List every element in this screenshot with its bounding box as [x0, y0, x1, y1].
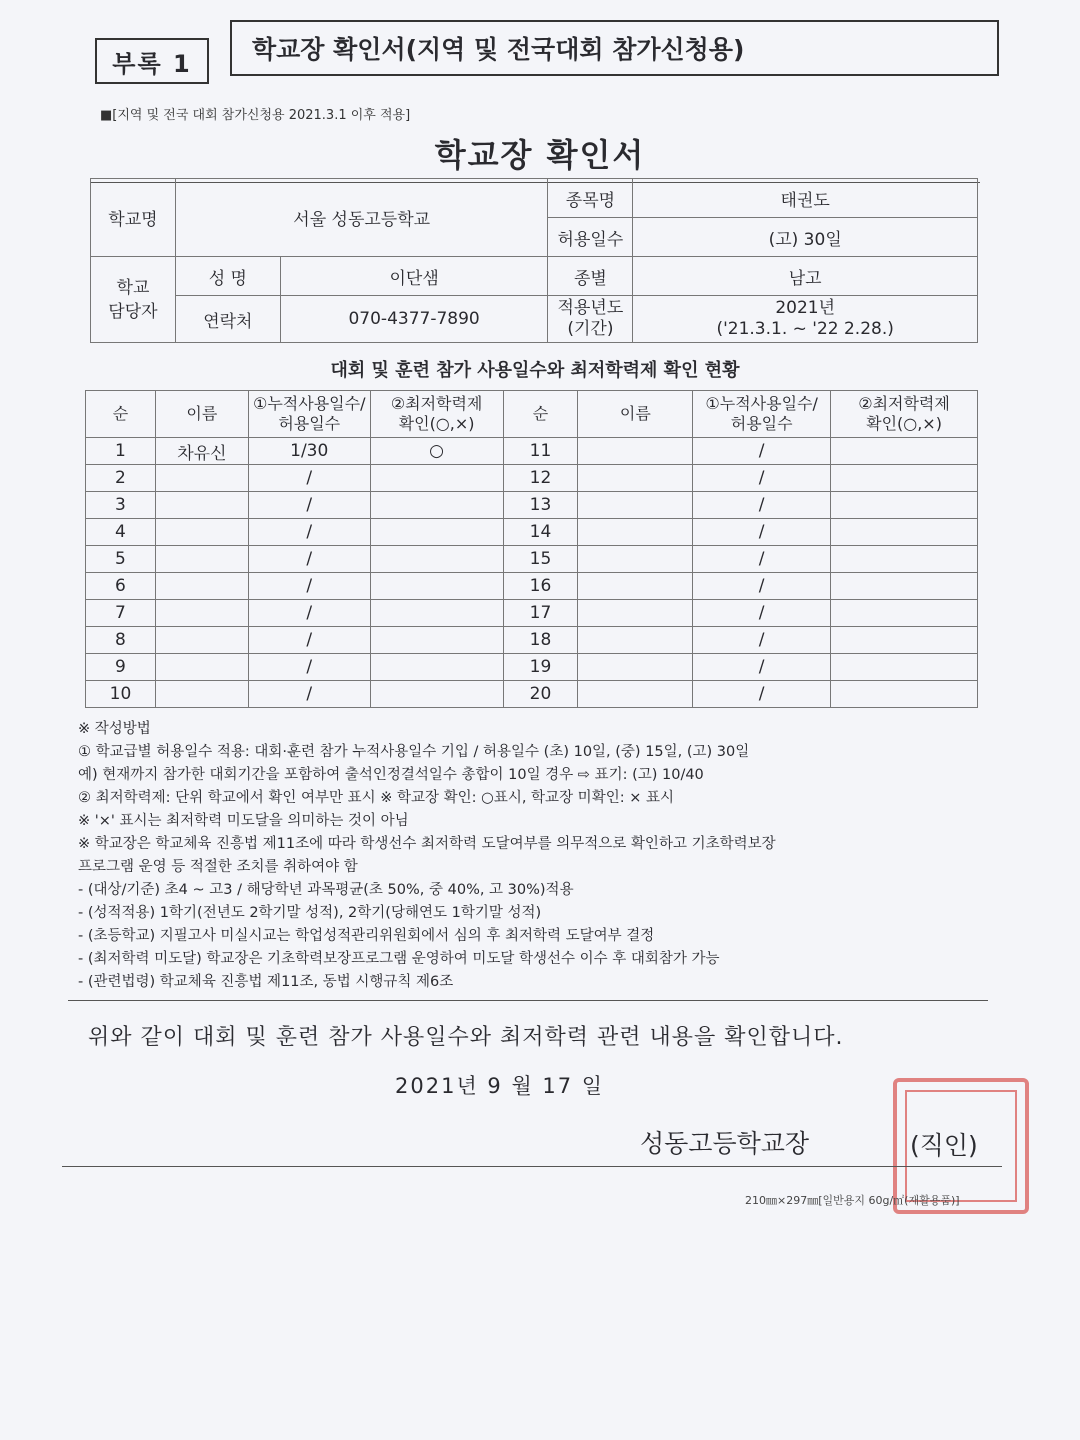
allowed-days-label: 허용일수: [548, 218, 633, 257]
col-no-left: 순: [86, 391, 156, 438]
notes-line: - (관련법령) 학교체육 진흥법 제11조, 동법 시행규칙 제6조: [78, 974, 454, 990]
row-number-cell: 2: [86, 465, 156, 492]
notes-line: ② 최저학력제: 단위 학교에서 확인 여부만 표시 ※ 학교장 확인: ○표시, 학교장 미확인: × 표시: [78, 790, 674, 806]
category-value: 남고: [633, 257, 978, 296]
min-grade-check-cell: [370, 492, 503, 519]
used-days-cell: /: [248, 654, 370, 681]
athlete-name-cell: [155, 519, 248, 546]
min-grade-check-cell: [831, 465, 978, 492]
sport-value: 태권도: [633, 179, 978, 218]
year-value-line1: 2021년: [775, 298, 836, 318]
used-days-cell: /: [693, 438, 831, 465]
min-grade-check-cell: [370, 654, 503, 681]
table-row: [86, 519, 978, 546]
notes-line: - (초등학교) 지필고사 미실시교는 학업성적관리위원회에서 심의 후 최저학력 도달여부 결정: [78, 928, 655, 944]
used-days-cell: 1/30: [248, 438, 370, 465]
status-section-title: 대회 및 훈련 참가 사용일수와 최저학력제 확인 현황: [330, 360, 740, 381]
table-row: [86, 465, 978, 492]
row-number-cell: 16: [503, 573, 578, 600]
col-name-right: 이름: [578, 391, 693, 438]
athlete-name-cell: [155, 465, 248, 492]
row-number-cell: 11: [503, 438, 578, 465]
used-days-cell: /: [693, 519, 831, 546]
name-value: 이단샘: [280, 257, 548, 296]
row-number-cell: 3: [86, 492, 156, 519]
row-number-cell: 14: [503, 519, 578, 546]
used-days-cell: /: [248, 573, 370, 600]
min-grade-check-cell: [831, 600, 978, 627]
row-number-cell: 7: [86, 600, 156, 627]
row-number-cell: 4: [86, 519, 156, 546]
category-label: 종별: [548, 257, 633, 296]
row-number-cell: 20: [503, 681, 578, 708]
min-grade-check-cell: [831, 492, 978, 519]
notes-heading: ※ 작성방법: [78, 721, 151, 737]
table-row: [86, 546, 978, 573]
min-grade-check-cell: [370, 465, 503, 492]
row-number-cell: 6: [86, 573, 156, 600]
athlete-name-cell: [578, 465, 693, 492]
min-grade-check-cell: [831, 681, 978, 708]
notes-line: - (대상/기준) 초4 ~ 고3 / 해당학년 과목평균(초 50%, 중 40%, 고 30%)적용: [78, 882, 574, 898]
used-days-cell: /: [248, 519, 370, 546]
col-days-right: [693, 391, 831, 438]
col-check-right: [831, 391, 978, 438]
applied-note: ■[지역 및 전국 대회 참가신청용 2021.3.1 이후 적용]: [100, 108, 411, 123]
used-days-cell: /: [693, 492, 831, 519]
athlete-name-cell: [578, 519, 693, 546]
col-days-right-line1: ①누적사용일수/: [705, 394, 818, 413]
used-days-cell: /: [248, 681, 370, 708]
athlete-name-cell: [155, 546, 248, 573]
name-label: 성 명: [175, 257, 280, 296]
min-grade-check-cell: [370, 546, 503, 573]
contact-label: 연락처: [175, 296, 280, 343]
row-number-cell: 18: [503, 627, 578, 654]
row-number-cell: 15: [503, 546, 578, 573]
row-number-cell: 13: [503, 492, 578, 519]
signature-date: 2021년 9 월 17 일: [395, 1074, 605, 1098]
min-grade-check-cell: [370, 600, 503, 627]
used-days-cell: /: [693, 627, 831, 654]
writing-instructions: [78, 718, 978, 994]
row-number-cell: 17: [503, 600, 578, 627]
year-value: [633, 296, 978, 343]
status-body: [86, 438, 978, 708]
closing-statement: 위와 같이 대회 및 훈련 참가 사용일수와 최저학력 관련 내용을 확인합니다.: [88, 1025, 844, 1050]
contact-value: 070-4377-7890: [280, 296, 548, 343]
athlete-name-cell: [578, 573, 693, 600]
table-row: [86, 627, 978, 654]
row-number-cell: 19: [503, 654, 578, 681]
row-number-cell: 8: [86, 627, 156, 654]
col-days-left-line2: 허용일수: [278, 414, 341, 433]
used-days-cell: /: [693, 465, 831, 492]
info-table: [90, 178, 978, 343]
used-days-cell: /: [248, 546, 370, 573]
row-number-cell: 9: [86, 654, 156, 681]
notes-line: 프로그램 운영 등 적절한 조치를 취하여야 함: [78, 859, 358, 875]
year-label: [548, 296, 633, 343]
athlete-name-cell: [578, 600, 693, 627]
used-days-cell: /: [693, 600, 831, 627]
min-grade-check-cell: [831, 573, 978, 600]
document-title-box: 학교장 확인서(지역 및 전국대회 참가신청용): [230, 20, 999, 76]
divider: [62, 1166, 1002, 1167]
athlete-name-cell: [155, 681, 248, 708]
table-row: [86, 600, 978, 627]
col-check-left-line1: ②최저학력제: [390, 394, 483, 413]
notes-line: ① 학교급별 허용일수 적용: 대회·훈련 참가 누적사용일수 기입 / 허용일수 (초) 10일, (중) 15일, (고) 30일: [78, 744, 750, 760]
status-header-row: [86, 391, 978, 438]
form-title: 학교장 확인서: [434, 136, 646, 174]
notes-line: - (성적적용) 1학기(전년도 2학기말 성적), 2학기(당해연도 1학기말 성적): [78, 905, 542, 921]
min-grade-check-cell: [831, 519, 978, 546]
used-days-cell: /: [248, 465, 370, 492]
athlete-name-cell: [578, 492, 693, 519]
min-grade-check-cell: [831, 546, 978, 573]
col-check-right-line2: 확인(○,×): [866, 414, 942, 433]
row-number-cell: 5: [86, 546, 156, 573]
table-row: [86, 573, 978, 600]
row-number-cell: 12: [503, 465, 578, 492]
appendix-label: 부록 1: [95, 38, 209, 84]
athlete-name-cell: [155, 492, 248, 519]
sport-label: 종목명: [548, 179, 633, 218]
manager-label: 학교 담당자: [91, 257, 176, 343]
principal-name: 성동고등학교장: [640, 1129, 810, 1158]
school-value: 서울 성동고등학교: [175, 179, 548, 257]
notes-line: 예) 현재까지 참가한 대회기간을 포함하여 출석인정결석일수 총합이 10일 경우 ⇨ 표기: (고) 10/40: [78, 767, 704, 783]
col-days-left-line1: ①누적사용일수/: [252, 394, 366, 413]
athlete-name-cell: [155, 573, 248, 600]
athlete-name-cell: [155, 654, 248, 681]
col-no-right: 순: [503, 391, 578, 438]
used-days-cell: /: [248, 600, 370, 627]
used-days-cell: /: [248, 627, 370, 654]
min-grade-check-cell: [370, 519, 503, 546]
athlete-name-cell: [578, 546, 693, 573]
used-days-cell: /: [693, 654, 831, 681]
athlete-name-cell: [155, 627, 248, 654]
athlete-name-cell: [155, 600, 248, 627]
col-check-left: [370, 391, 503, 438]
paper-spec: 210㎜×297㎜[일반용지 60g/㎡(재활용품)]: [745, 1194, 960, 1207]
year-label-line1: 적용년도: [557, 298, 624, 318]
athlete-name-cell: [578, 438, 693, 465]
min-grade-check-cell: [831, 654, 978, 681]
divider: [68, 1000, 988, 1001]
used-days-cell: /: [248, 492, 370, 519]
col-check-right-line1: ②최저학력제: [858, 394, 950, 413]
athlete-name-cell: 차유신: [155, 438, 248, 465]
school-label: 학교명: [91, 179, 176, 257]
col-days-right-line2: 허용일수: [730, 414, 793, 433]
col-name-left: 이름: [155, 391, 248, 438]
row-number-cell: 10: [86, 681, 156, 708]
min-grade-check-cell: [370, 681, 503, 708]
min-grade-check-cell: [831, 438, 978, 465]
table-row: [86, 438, 978, 465]
table-row: [86, 654, 978, 681]
min-grade-check-cell: [831, 627, 978, 654]
notes-line: ※ '×' 표시는 최저학력 미도달을 의미하는 것이 아님: [78, 813, 409, 829]
min-grade-check-cell: [370, 573, 503, 600]
row-number-cell: 1: [86, 438, 156, 465]
year-value-line2: ('21.3.1. ~ '22 2.28.): [716, 319, 894, 339]
notes-line: ※ 학교장은 학교체육 진흥법 제11조에 따라 학생선수 최저학력 도달여부를 의무적으로 확인하고 기초학력보장: [78, 836, 776, 852]
notes-line: - (최저학력 미도달) 학교장은 기초학력보장프로그램 운영하여 미도달 학생선수 이수 후 대회참가 가능: [78, 951, 720, 967]
min-grade-check-cell: ○: [370, 438, 503, 465]
year-label-line2: (기간): [567, 319, 614, 339]
used-days-cell: /: [693, 681, 831, 708]
col-check-left-line2: 확인(○,×): [398, 414, 475, 433]
used-days-cell: /: [693, 546, 831, 573]
table-row: [86, 492, 978, 519]
status-table: [85, 390, 978, 708]
min-grade-check-cell: [370, 627, 503, 654]
used-days-cell: /: [693, 573, 831, 600]
col-days-left: [248, 391, 370, 438]
athlete-name-cell: [578, 681, 693, 708]
allowed-days-value: (고) 30일: [633, 218, 978, 257]
athlete-name-cell: [578, 654, 693, 681]
athlete-name-cell: [578, 627, 693, 654]
table-row: [86, 681, 978, 708]
seal-label: (직인): [910, 1131, 978, 1160]
